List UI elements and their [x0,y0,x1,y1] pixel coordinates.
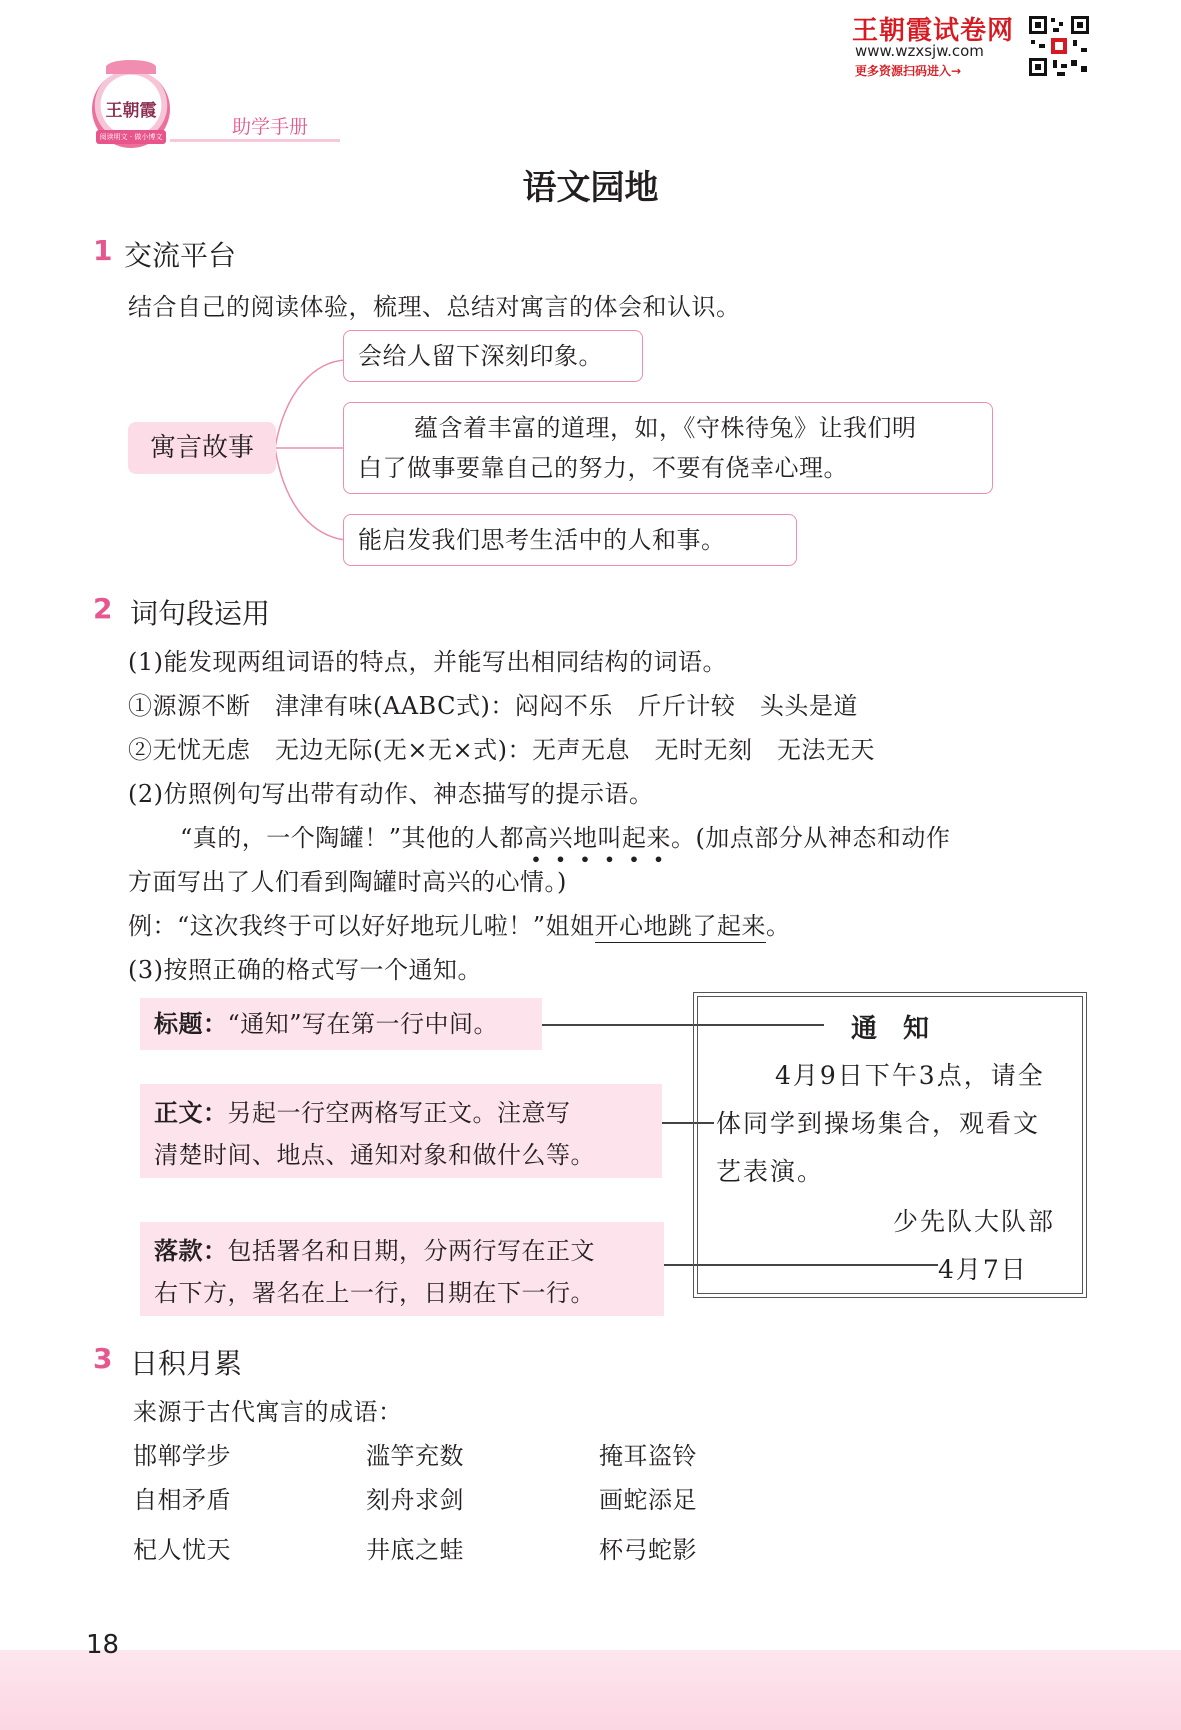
answer-1-row-1: ①源源不断 津津有味(AABC式)：闷闷不乐 斤斤计较 头头是道 [128,692,858,720]
topic-box: 寓言故事 [128,422,276,474]
section-title: 日积月累 [130,1347,243,1380]
brand-url[interactable]: www.wzxsjw.com [855,42,984,60]
brand-title[interactable]: 王朝霞试卷网 [852,16,1015,46]
example-sentence-a: 例：“这次我终于可以好好地玩儿啦！”姐姐 [128,912,595,940]
note-title-text: “通知”写在第一行中间。 [227,1010,499,1038]
example-sentence-b: 。 [766,912,791,940]
exchange-intro: 结合自己的阅读体验，梳理、总结对寓言的体会和认识。 [128,293,741,321]
idiom-item: 杯弓蛇影 [599,1536,697,1564]
section-number: 3 [93,1342,113,1375]
idiom-item: 邯郸学步 [133,1442,231,1470]
publisher-logo [92,70,170,148]
idiom-item: 刻舟求剑 [366,1486,464,1514]
example-text-b: 。(加点部分从神态和动作 [671,824,951,852]
brand-cta[interactable]: 更多资源扫码进入→ [855,64,962,78]
notice-signature: 少先队大队部 [893,1207,1056,1236]
branch-box-1 [343,330,643,382]
note-body [140,1084,662,1178]
idioms-intro: 来源于古代寓言的成语： [133,1398,403,1426]
question-1: (1)能发现两组词语的特点，并能写出相同结构的词语。 [128,648,727,676]
example-text-a: “真的，一个陶罐！”其他的人都 [180,824,525,852]
example-paragraph-line-2: 方面写出了人们看到陶罐时高兴的心情。) [128,868,567,896]
section-title: 词句段运用 [130,597,271,630]
notice-title: 通 知 [850,1014,929,1044]
note-body-label: 正文： [154,1099,228,1127]
branch-box-3 [343,514,797,566]
branch-text-2b: 白了做事要靠自己的努力，不要有侥幸心理。 [358,454,848,482]
example-sentence [128,906,791,941]
branch-text-2a: 蕴含着丰富的道理，如，《守株待兔》让我们明 [414,414,917,442]
note-sign-text-2: 右下方，署名在上一行，日期在下一行。 [154,1279,595,1307]
note-body-text-2: 清楚时间、地点、通知对象和做什么等。 [154,1141,595,1169]
note-title-label: 标题： [154,1010,228,1038]
footer-band [0,1650,1181,1730]
note-title [140,998,542,1050]
qr-code-icon[interactable] [1027,14,1091,78]
logo-ribbon: 阅读明文 · 做小博文 [96,130,166,144]
notice-line-1: 4月9日下午3点，请全 [775,1061,1045,1090]
idiom-item: 滥竽充数 [366,1442,464,1470]
branch-box-2 [343,402,993,494]
crown-icon [106,60,156,74]
idiom-item: 杞人忧天 [133,1536,231,1564]
idiom-item: 自相矛盾 [133,1486,231,1514]
page-title: 语文园地 [522,168,659,208]
notice-line-3: 艺表演。 [716,1157,825,1186]
emphasized-text [524,824,672,869]
logo-text: 王朝霞 [105,101,157,121]
idiom-item: 掩耳盗铃 [599,1442,697,1470]
note-sign-label: 落款： [154,1237,228,1265]
branch-text-3: 能启发我们思考生活中的人和事。 [358,526,726,554]
answer-1-row-2: ②无忧无虑 无边无际(无×无×式)：无声无息 无时无刻 无法无天 [128,736,875,764]
page-number: 18 [86,1630,120,1660]
emphasized-words: 高兴地叫起来 [524,824,672,852]
section-label: 助学手册 [232,116,309,138]
example-paragraph-line-1 [180,818,951,869]
section-title: 交流平台 [124,239,237,272]
notice-date: 4月7日 [938,1255,1028,1284]
note-sign-text-1: 包括署名和日期，分两行写在正文 [227,1237,595,1265]
idiom-item: 画蛇添足 [599,1486,697,1514]
idiom-item: 井底之蛙 [366,1536,464,1564]
note-signature [140,1222,664,1316]
emphasis-dots: • • • • • • [530,850,665,869]
section-number: 2 [93,592,113,625]
question-3: (3)按照正确的格式写一个通知。 [128,956,482,984]
section-number: 1 [93,234,113,267]
branch-text-1: 会给人留下深刻印象。 [358,342,603,370]
notice-line-2: 体同学到操场集合，观看文 [716,1109,1041,1138]
answer-underlined: 开心地跳了起来 [595,912,767,943]
header-divider [170,139,340,142]
question-2: (2)仿照例句写出带有动作、神态描写的提示语。 [128,780,654,808]
note-body-text-1: 另起一行空两格写正文。注意写 [227,1099,571,1127]
